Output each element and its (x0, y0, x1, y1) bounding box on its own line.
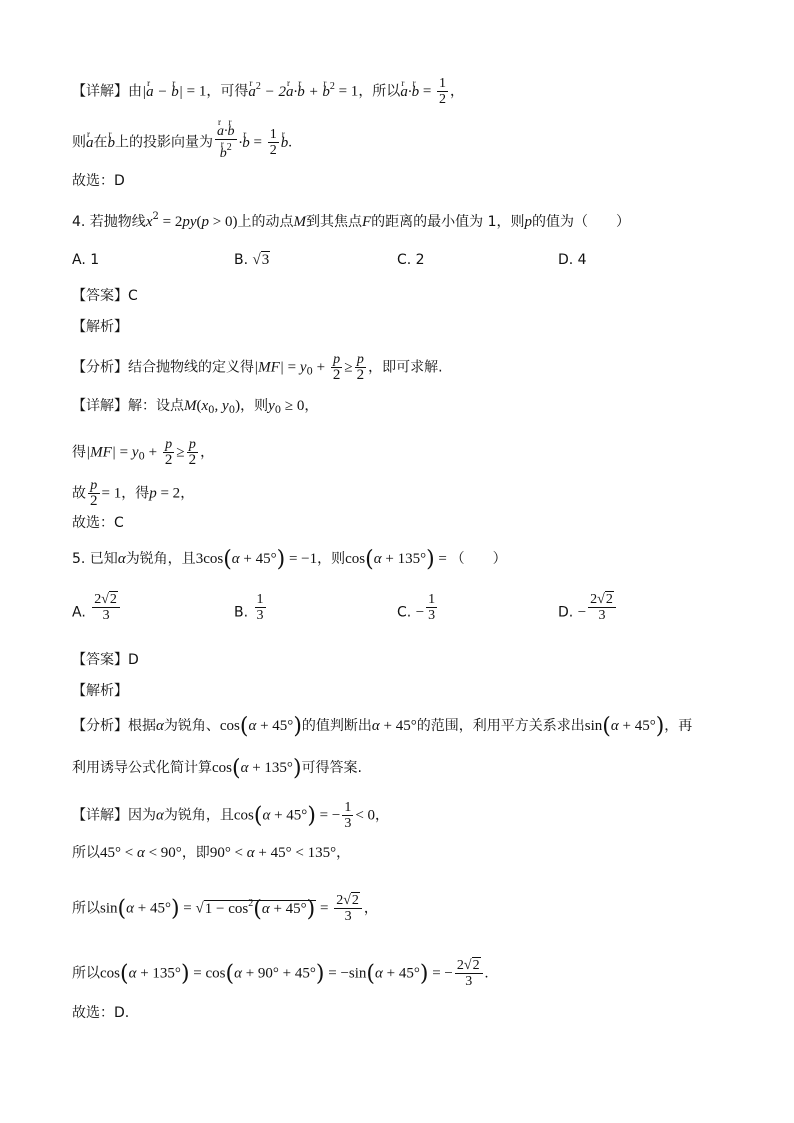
question-5-fenxi-2: 利用诱导公式化简计算cos(α + 135°)可得答案. (72, 756, 362, 781)
question-5-detail: 【详解】因为α为锐角，且cos(α + 45°) = − $\frac{1}{3}$ < 0， (72, 800, 390, 831)
analysis-label: 【解析】 (72, 683, 128, 699)
answer-value: C (128, 288, 138, 304)
question-4-gu: 故 $\frac{p}{2}$ = 1，得p = 2， (72, 478, 195, 509)
question-5-range: 所以45° < α < 90°，即90° < α + 45° < 135°， (72, 845, 351, 861)
option-b[interactable]: B. √3 (234, 252, 270, 268)
option-c[interactable]: C. − $\frac{1}{3}$ (397, 592, 436, 623)
question-5-options (72, 592, 732, 632)
question-5-sin: 所以$\sin(\alpha + 45^\circ) = √1 - \cos^2(\alpha + 45^\circ)$ = $\frac{2√2}{3}$ ， (72, 893, 378, 924)
option-c[interactable]: C. 2 (397, 252, 425, 268)
projection-line: 则r a在r b上的投影向量为 r a·r b r $b^2$ ·r b = $\frac{1}{2}$ r b. (72, 124, 292, 161)
question-5-fenxi: 【分析】根据α为锐角、cos(α + 45°)的值判断出α + 45°的范围，利用平方关系求出sin(α + 45°)，再 (72, 714, 693, 739)
detail-vector-line: 【详解】由|r a − r b| = 1，可得r $a^2 - 2r$ a·r b + r $b^2 = 1$，所以r a·r b = $\frac{1}{2}$ ， (72, 76, 464, 107)
answer-line: 【答案】D (72, 652, 139, 668)
question-4-fenxi: 【分析】结合抛物线的定义得$|MF| = y_0$ + $\frac{p}{2}$ ≥ $\frac{p}{2}$ ，即可求解. (72, 352, 443, 383)
option-a[interactable]: A. 1 (72, 252, 100, 268)
question-4-de: 得$|MF| = y_0$ + $\frac{p}{2}$ ≥ $\frac{p}{2}$ ， (72, 437, 215, 468)
choice-line: 故选：D (72, 173, 125, 189)
answer-line: 【答案】C (72, 288, 138, 304)
question-5-cos: 所以cos(α + 135°) = cos(α + 90° + 45°) = −sin(α + 45°) = − $\frac{2√2}{3}$ . (72, 958, 489, 989)
option-b[interactable]: B. $\frac{1}{3}$ (234, 592, 264, 623)
choice-line: 故选：D. (72, 1005, 130, 1021)
choice-line: 故选：C (72, 515, 124, 531)
analysis-label: 【解析】 (72, 319, 128, 335)
question-4-detail: 【详解】解：设点$M(x_0$, $y_0$)，则$y_0 \ge 0$， (72, 398, 319, 416)
question-5-stem: 5. 已知α为锐角，且3cos(α + 45°) = −1，则cos(α + 135°) = （ ） (72, 547, 507, 572)
question-4-stem: 4. 若抛物线$x^2 = 2py(p > 0)$上的动点M到其焦点F的距离的最小值为 1，则p的值为（ ） (72, 211, 630, 230)
option-d[interactable]: D. − $\frac{2√2}{3}$ (558, 602, 618, 623)
answer-value: D (128, 652, 139, 668)
option-a[interactable]: A. $\frac{2√2}{3}$ (72, 602, 122, 623)
question-4-options (72, 250, 732, 270)
option-d[interactable]: D. 4 (558, 252, 587, 268)
